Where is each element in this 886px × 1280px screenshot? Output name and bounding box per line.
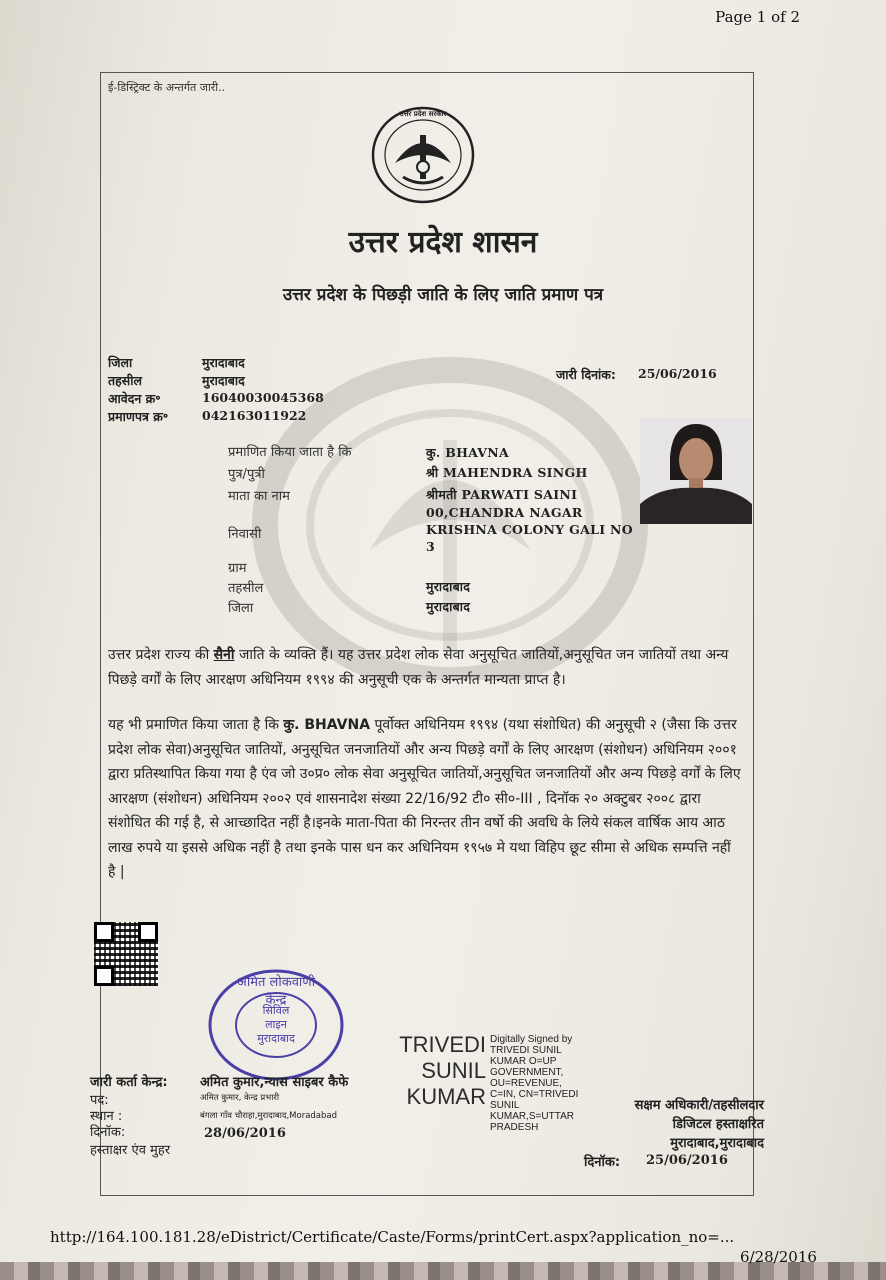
signer-name-line-1: TRIVEDI <box>399 1032 486 1057</box>
paragraph-2-post: पूर्वोक्त अधिनियम १९९४ (यथा संशोधित) की अनुसूची २ (जैसा कि उत्तर प्रदेश लोक सेवा)अनुसूचित जातियों, अनुसूचित जनजातियों और अन्य पिछड़े वर्गों के लिए आरक्षण (संशोधन) अधिनियम २००१ द्वारा प्रतिस्थापित किया गया है एंव जो उ०प्र० लोक सेवा अनुसूचित जातियों,अनुसूचित जनजातियों और अन्य पिछड़े वर्गों के लिए आरक्षण (संशोधन) अधिनियम २००२ एवं शासनादेश संख्या 22/16/92 टी० सी०-III , दिनॉक २० अक्टुबर २००८ द्वारा संशोधित की गई है, से आच्छादित नहीं है।इनके माता-पिता की निरन्तर तीन वर्षो की अवधि के लिये संकल वार्षिक आय आठ लाख रुपये या इससे अधिक नहीं है तथा इनके पास धन कर अधिनियम १९५७ मे यथा विहिप छूट सीमा से अधिक सम्पत्ति नहीं है | <box>108 717 741 880</box>
certificate-title: उत्तर प्रदेश शासन <box>348 225 538 260</box>
digital-line-5: OU=REVENUE, <box>490 1078 562 1089</box>
footer-date: 6/28/2016 <box>740 1248 817 1266</box>
page-number: Page 1 of 2 <box>715 8 800 26</box>
paragraph-1-pre: उत्तर प्रदेश राज्य की <box>108 647 214 663</box>
district-value: मुरादाबाद <box>202 355 245 370</box>
officer-block <box>540 1096 764 1153</box>
father-label: पुत्र/पुत्री <box>228 467 265 482</box>
application-label: आवेदन क्र॰ <box>108 391 161 406</box>
person-tehsil-value: मुरादाबाद <box>426 579 471 594</box>
digital-line-7: SUNIL <box>490 1100 520 1111</box>
address-line-1: 00,CHANDRA NAGAR <box>426 505 583 520</box>
certificate-number-label: प्रमाणपत्र क्र॰ <box>108 409 169 424</box>
emblem-text: उत्तर प्रदेश सरकार <box>399 110 447 118</box>
applicant-photo <box>640 418 752 524</box>
person-silhouette-icon <box>640 418 752 524</box>
issuer-date-value: 28/06/2016 <box>204 1126 286 1141</box>
tehsil-value: मुरादाबाद <box>202 373 245 388</box>
issuing-center-label: जारी कर्ता केन्द्र: <box>90 1075 168 1090</box>
digital-line-8: KUMAR,S=UTTAR <box>490 1111 574 1122</box>
qr-corner-icon <box>94 922 114 942</box>
paragraph-1-post: जाति के व्यक्ति हैं। यह उत्तर प्रदेश लोक सेवा अनुसूचित जातियों,अनुसूचित जन जातियों तथा अन्य पिछड़े वर्गों के लिए आरक्षण अधिनियम १९९४ की अनुसूची एक के अन्तर्गत मान्यता प्राप्त है। <box>108 647 729 688</box>
qr-corner-icon <box>138 922 158 942</box>
signer-name <box>378 1032 486 1110</box>
officer-line-1: सक्षम अधिकारी/तहसीलदार <box>634 1098 764 1113</box>
paragraph-2-pre: यह भी प्रमाणित किया जाता है कि <box>108 717 284 733</box>
digital-line-2: TRIVEDI SUNIL <box>490 1045 562 1056</box>
paragraph-2-name: कु. BHAVNA <box>283 717 371 733</box>
issue-date-value: 25/06/2016 <box>638 366 717 381</box>
qr-code <box>94 922 158 986</box>
place-value: बंगला गाँव चौराहा,मुरादाबाद,Moradabad <box>200 1111 338 1121</box>
person-district-label: जिला <box>228 601 254 616</box>
stamp-inner-line-2: लाइन <box>265 1018 287 1031</box>
stamp-ring-text: अमित लोकवाणी केन्द्र <box>236 975 316 1008</box>
village-label: ग्राम <box>228 561 247 576</box>
district-label: जिला <box>108 355 133 370</box>
caste-name: सैनी <box>213 647 235 663</box>
digital-line-4: GOVERNMENT, <box>490 1067 564 1078</box>
signer-name-line-3: KUMAR <box>406 1084 486 1109</box>
father-name: श्री MAHENDRA SINGH <box>426 465 588 480</box>
signature-label: हस्ताक्षर एंव मुहर <box>90 1143 171 1158</box>
stamp-inner-line-1: सिविल <box>262 1004 290 1017</box>
up-emblem-icon <box>370 105 476 205</box>
stamp-inner-line-3: मुरादाबाद <box>257 1032 295 1045</box>
issuer-date-label: दिनॉक: <box>90 1125 126 1140</box>
officer-line-3: मुरादाबाद,मुरादाबाद <box>670 1136 764 1151</box>
tehsil-label: तहसील <box>108 373 142 388</box>
digital-line-1: Digitally Signed by <box>490 1034 573 1045</box>
officer-line-2: डिजिटल हस्ताक्षरित <box>672 1117 764 1132</box>
mother-name: श्रीमती PARWATI SAINI <box>426 487 578 502</box>
paragraph-1 <box>108 643 742 692</box>
officer-date-label: दिनॉक: <box>584 1155 621 1170</box>
place-label: स्थान : <box>90 1109 123 1124</box>
stamp-inner-text <box>236 1004 316 1046</box>
digital-line-6: C=IN, CN=TRIVEDI <box>490 1089 579 1100</box>
qr-corner-icon <box>94 966 114 986</box>
digital-line-3: KUMAR O=UP <box>490 1056 557 1067</box>
officer-date-value: 25/06/2016 <box>646 1153 728 1168</box>
paragraph-2 <box>108 713 742 885</box>
footer-url: http://164.100.181.28/eDistrict/Certificate/Caste/Forms/printCert.aspx?application_no=... <box>50 1228 735 1246</box>
issuing-center-value: अमित कुमार,न्यास साइबर कैफे <box>200 1075 349 1090</box>
designation-label: पद: <box>90 1093 109 1108</box>
certificate-subtitle: उत्तर प्रदेश के पिछड़ी जाति के लिए जाति प्रमाण पत्र <box>282 285 604 305</box>
mother-label: माता का नाम <box>228 489 290 504</box>
certificate-number: 042163011922 <box>202 408 307 423</box>
person-name: कु. BHAVNA <box>426 445 509 460</box>
resident-label: निवासी <box>228 527 262 542</box>
digital-line-9: PRADESH <box>490 1122 539 1133</box>
issue-date-label: जारी दिनांक: <box>556 367 616 382</box>
issued-under-text: ई-डिस्ट्रिक्ट के अन्तर्गत जारी.. <box>108 81 226 94</box>
designation-value: अमित कुमार, केन्द्र प्रभारी <box>200 1093 280 1103</box>
person-tehsil-label: तहसील <box>228 581 264 596</box>
application-number: 16040030045368 <box>202 390 324 405</box>
address-line-3: 3 <box>426 539 435 554</box>
certified-label: प्रमाणित किया जाता है कि <box>228 445 352 460</box>
signer-name-line-2: SUNIL <box>421 1058 486 1083</box>
person-district-value: मुरादाबाद <box>426 599 471 614</box>
address-line-2: KRISHNA COLONY GALI NO <box>426 522 633 537</box>
